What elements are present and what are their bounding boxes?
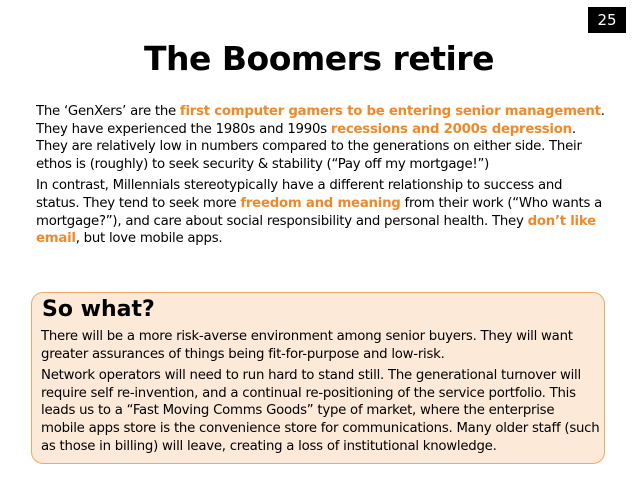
millennials-paragraph	[36, 177, 608, 247]
so-what-text	[41, 328, 601, 459]
millennials-text-3: , but love mobile apps.	[75, 231, 223, 247]
millennials-text-1: In contrast, Millennials stereotypically have a different relationship to success and status. They tend to seek more	[36, 178, 563, 211]
so-what-paragraph-2: Network operators will need to run hard to stand still. The generational turnover will require self re-invention, and a continual re-positioning of the service portfolio. This leads us to a “Fast Moving Comms Goods” type of market, where the enterprise mobile apps store is the convenience store for communications. Many older staff (such as those in billing) will leave, creating a loss of institutional knowledge.	[41, 368, 600, 454]
genx-text-1: The ‘GenXers’ are the	[36, 104, 180, 119]
page-number-badge: 25	[588, 7, 626, 33]
millennials-highlight-freedom: freedom and meaning	[240, 195, 401, 211]
genx-text-2: . They have experienced the 1980s and 1990s	[36, 104, 605, 137]
genx-highlight-gamers: first computer gamers to be entering senior management	[179, 104, 601, 119]
genx-highlight-recessions: recessions and 2000s depression	[330, 121, 572, 137]
genx-text-3: . They are relatively low in numbers compared to the generations on either side. Their ethos is (roughly) to seek security & stability (“Pay off my mortgage!”)	[36, 121, 582, 172]
so-what-box	[31, 292, 605, 464]
slide-title: The Boomers retire	[144, 39, 494, 78]
genx-paragraph	[36, 103, 608, 173]
body-text	[36, 103, 608, 252]
millennials-highlight-email: don’t like email	[36, 213, 596, 247]
so-what-title: So what?	[42, 297, 155, 322]
millennials-text-2: from their work (“Who wants a mortgage?”), and care about social responsibility and personal health. They	[36, 195, 603, 229]
so-what-paragraph-1: There will be a more risk-averse environment among senior buyers. They will want greater assurances of things being fit-for-purpose and low-risk.	[41, 329, 573, 362]
